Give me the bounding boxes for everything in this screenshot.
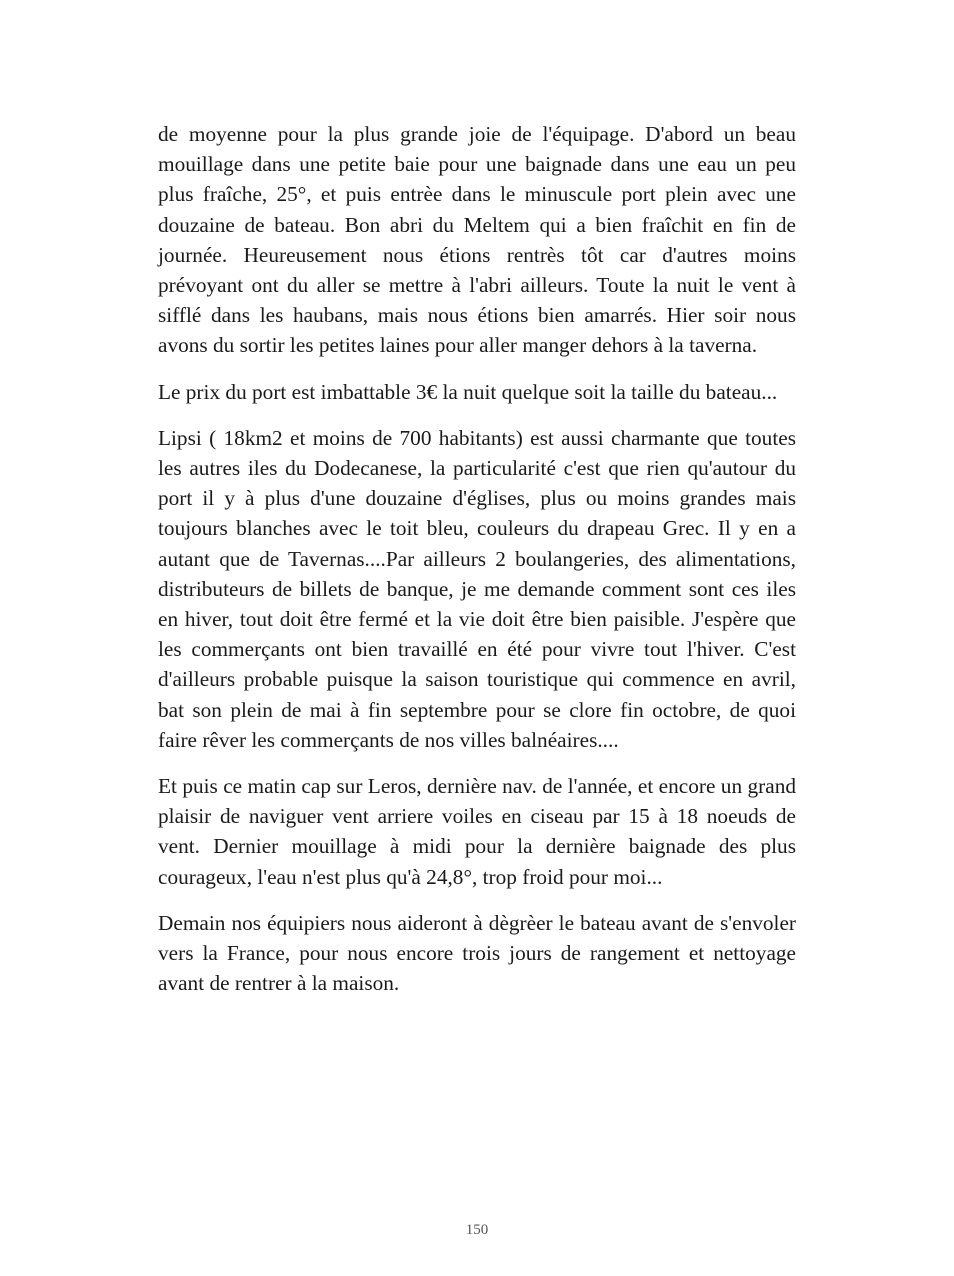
paragraph: Demain nos équipiers nous aideront à dègrèer le bateau avant de s'envoler vers la France, pour nous encore trois jours de rangement et nettoyage avant de rentrer à la maison. [158,910,796,996]
page-number: 150 [465,1222,489,1238]
paragraph: Lipsi ( 18km2 et moins de 700 habitants) est aussi charmante que toutes les autres iles du Dodecanese, la particularité c'est que rien qu'autour du port il y à plus d'une douzaine d'églises, plus ou moins grandes mais toujours blanches avec le toit bleu, couleurs du drapeau Grec. Il y en a autant que de Tavernas....Par ailleurs 2 boulangeries, des alimentations, distributeurs de billets de banque, je me demande comment sont ces iles en hiver, tout doit être fermé et la vie doit être bien paisible. J'espère que les commerçants ont bien travaillé en été pour vivre tout l'hiver. C'est d'ailleurs probable puisque la saison touristique qui commence en avril, bat son plein de mai à fin septembre pour se clore fin octobre, de quoi faire rêver les commerçants de nos villes balnéaires.... [158,425,796,752]
paragraph: Et puis ce matin cap sur Leros, dernière nav. de l'année, et encore un grand plaisir de naviguer vent arriere voiles en ciseau par 15 à 18 noeuds de vent. Dernier mouillage à midi pour la dernière baignade des plus courageux, l'eau n'est plus qu'à 24,8°, trop froid pour moi... [158,774,796,889]
paragraph: de moyenne pour la plus grande joie de l'équipage. D'abord un beau mouillage dans une petite baie pour une baignade dans une eau un peu plus fraîche, 25°, et puis entrèe dans le minuscule port plein avec une douzaine de bateau. Bon abri du Meltem qui a bien fraîchit en fin de journée. Heureusement nous étions rentrès tôt car d'autres moins prévoyant ont du aller se mettre à l'abri ailleurs. Toute la nuit le vent à sifflé dans les haubans, mais nous étions bien amarrés. Hier soir nous avons du sortir les petites laines pour aller manger dehors à la taverna. [158,122,796,358]
paragraph: Le prix du port est imbattable 3€ la nuit quelque soit la taille du bateau... [158,379,778,404]
body-text [158,119,796,1014]
